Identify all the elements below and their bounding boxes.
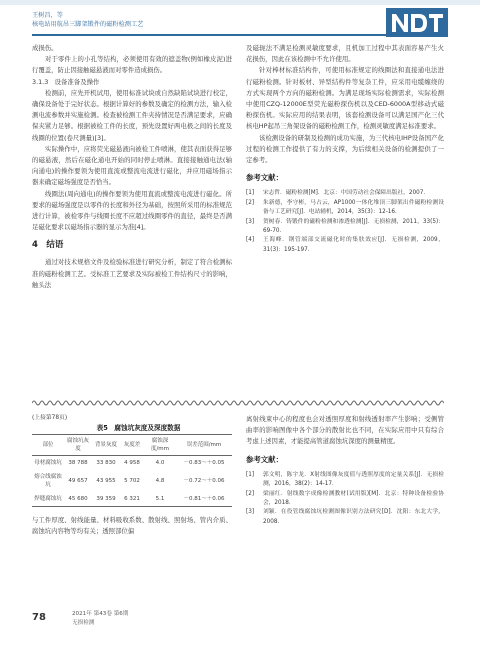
references-heading: 参考文献： (246, 173, 283, 183)
paragraph: 与工件厚度、射线能量、材料吸收系数、散射线、照射场、管内介质、腐蚀坑内容物等均有关；透照部位偏 (32, 516, 232, 536)
reference-item: [1] 宋志哲．磁粉检测[M]．北京：中国劳动社会保障出版社，2007． (246, 190, 430, 197)
paragraph: 对于零件上的小孔等结构，必须使用有效的遮盖物(例如橡皮泥)进行覆盖，防止因接触磁悬液而对零件造成损伤。 (32, 55, 232, 75)
reference-item: [3] 贺树春．铸锻件的磁粉检测和渗透检测[J]．无损检测，2011，33(5)：69-70． (246, 218, 444, 235)
left-column (32, 43, 232, 291)
reference-item: [2] 梁丽红．射线数字成像检测教材(试用版)[M]．北京：特种设备检验协会，2018． (246, 490, 444, 507)
section-heading-conclusion: 4 结语 (32, 240, 64, 251)
right-column (246, 43, 444, 255)
paragraph: 通过对技术规格文件及检验标准进行研究分析，制定了符合检测标准的磁粉检测工艺。受标准工艺要求及实际被检工件结构尺寸的影响，触头法 (32, 258, 232, 289)
table-header-cell: 背景灰度 (92, 435, 120, 456)
header-article-title: 核电站用航吊三脚架锻件的磁粉检测工艺 (32, 20, 144, 28)
paragraph: 线圈法(周向通电)的操作要领为使用直流或整流电流进行磁化。所要求的磁场强度是以零件的长度和外径为基础，按照所采用的标准规范进行计算，被检零件与线圈长度不应超过线圈零件的直径，最终是否满足磁化要求以磁场指示器的显示为准[4]。 (32, 189, 232, 232)
journal-issue: 2021年 第43卷 第6期 (72, 611, 129, 617)
table-header-row (32, 435, 232, 456)
continued-right-column (246, 414, 444, 527)
table-title: 表5 腐蚀坑灰度及深度数据 (96, 424, 181, 432)
header-authors: 王树昌，等 (32, 12, 63, 19)
paragraph: 成损伤。 (32, 44, 58, 52)
reference-item: [4] 王海峰．钢管端部交流磁化时的集肤效应[J]．无损检测，2009，31(3)：195-197． (246, 237, 444, 253)
table-header-cell: 腐蚀坑灰度 (64, 435, 92, 456)
reference-item: [3] 刘颖．在役管线腐蚀坑检测图像识别方法研究[D]．沈阳：东北大学，2008． (246, 509, 444, 525)
references-heading: 参考文献： (246, 454, 283, 464)
header-top-band (0, 0, 480, 5)
data-table (32, 434, 232, 507)
continued-left-column (32, 414, 232, 538)
continued-label: (上接第78页) (32, 415, 68, 421)
table-header-cell: 误差范围/mm (176, 435, 232, 456)
table-row: 熔合线腐蚀坑 49 657 43 955 5 702 4.8 －0.72～＋0.06 (34, 474, 225, 489)
wavy-divider (32, 398, 444, 407)
ndt-logo (386, 8, 448, 37)
paragraph: 及磁轭法不满足检测灵敏度要求，且机加工过程中其表面容易产生火花损伤，因此在该检测中不允许使用。 (246, 44, 444, 64)
table-row: 母材腐蚀坑 38 788 33 830 4 958 4.0 －0.83～＋0.05 (34, 460, 225, 467)
paragraph: 离射线束中心的程度也会对透照厚度和射线透射率产生影响；受侧管曲率的影响图像中各个部分的散射比也不同，在实际应用中只有综合考虑上述因素，才能提高管道腐蚀坑深度的测量精度。 (246, 415, 444, 446)
section-heading-3-1-3: 3.1.3 设备准备及操作 (32, 77, 100, 86)
references-list (246, 189, 444, 255)
paragraph: 该检测设备的研制及检测的成功实施，为三代核电IHP设备国产化过程的检测工作提供了有力的支撑，为后续相关设备的检测提供了一定参考。 (246, 133, 444, 165)
table-header-cell: 灰度差 (120, 435, 144, 456)
table-header-cell: 部位 (32, 435, 64, 456)
paragraph: 针对棒材标准结构件，可使用标准规定的线圈法和直接通电法进行磁粉检测。针对板材、异型结构件等复杂工件，应采用电缆缠绕的方式实现两个方向的磁粉检测。为满足现场实际检测需求，实际检测中使用CZQ-12000E型荧光磁粉探伤机以及CED-6000A型移动式磁粉探伤机。实际应用的结果表明，该套检测设备可以满足国产化三代核电HP起吊三角架设备的磁粉检测工作，检测灵敏度满足标准要求。 (246, 66, 444, 131)
reference-item: [2] 朱新德，李守彬，马占云，AP1000一体化堆顶三脚架出件磁粉检测设备与工艺研究[J]．电站辅机，2014，35(3)：12-16． (246, 199, 444, 216)
page-number: 78 (32, 612, 46, 623)
paragraph: 检测前，应先开机试用，使用标准试块或自然缺陷试块进行校定，确保设备处于完好状态。根据计算好的参数及确定的检测方法，输入检测电流参数并实施检测。检查被检测工件夹持情况是否满足要求，应确保夹紧力足够。根据被检工件的长度，预先设置好两电极之间的长度及线圈的位置(卷尺测量)[3]。 (32, 88, 232, 142)
paragraph: 实际操作中，应将荧光磁悬液向被检工件喷淋，使其表面获得足够的磁悬液，然后在磁化通电开始的同时停止喷淋。直接接触通电法(轴向通电)的操作要领为使用直流或整流电流进行磁化，并应用磁场指示器来确定磁场强度是否恰当。 (32, 144, 232, 187)
table-row: 焊缝腐蚀坑 45 680 39 359 6 321 5.1 －0.81～＋0.06 (32, 492, 232, 507)
journal-name: 无损检测 (72, 620, 95, 626)
reference-item: [1] 郭文明，陈宇龙．X射线图像灰度值与透照厚度的定量关系[J]．无损检测，2016，38(2)：14-17． (246, 471, 444, 488)
table-header-cell: 腐蚀深度/mm (144, 435, 176, 456)
running-header (32, 12, 143, 29)
ndt-logo-icon (386, 8, 448, 37)
journal-info (72, 610, 128, 628)
header-rule (32, 34, 444, 36)
references-list (246, 471, 444, 527)
